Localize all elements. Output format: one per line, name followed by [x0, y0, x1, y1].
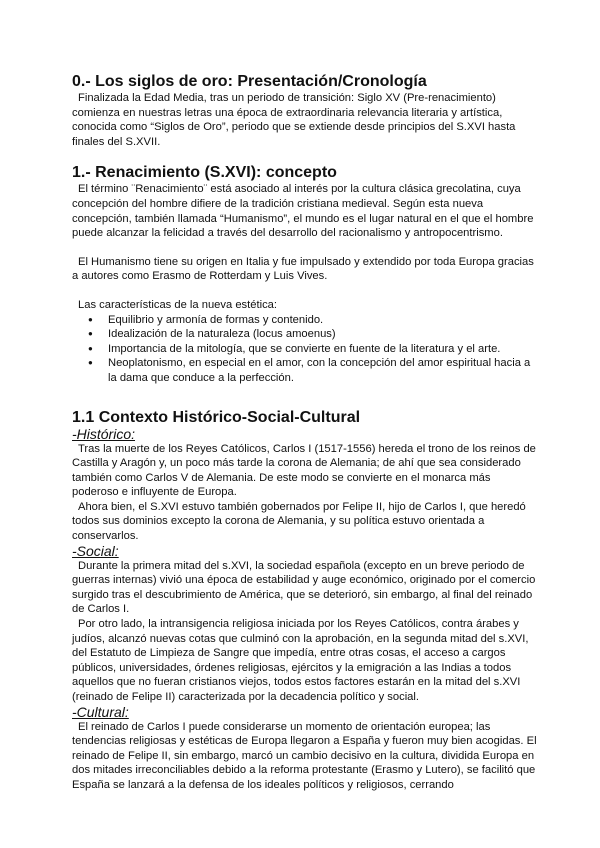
section-1-title: 1.- Renacimiento (S.XVI): concepto	[72, 164, 337, 182]
historico-paragraph-1: Tras la muerte de los Reyes Católicos, Carlos I (1517-1556) hereda el trono de los reinos de Castilla y Aragón y, un poco más tarde la corona de Alemania; de ahí que sea considerado también como Carlos V de Alemania. De este modo se convierte en el monarca más poderoso e influyente de Europa.	[72, 442, 536, 499]
list-item: ● Neoplatonismo, en especial en el amor, con la concepción del amor espiritual hacia a la dama que conduce a la perfección.	[106, 356, 540, 385]
list-item: ● Importancia de la mitología, que se convierte en fuente de la literatura y el arte.	[106, 342, 540, 357]
social-subheading: -Social:	[72, 542, 119, 559]
section-2	[72, 408, 540, 793]
characteristics-list	[72, 313, 540, 386]
section-0	[72, 72, 540, 149]
section-0-title: 0.- Los siglos de oro: Presentación/Cronología	[72, 73, 427, 90]
section-1	[72, 163, 540, 385]
historico-paragraph-2: Ahora bien, el S.XVI estuvo también gobernados por Felipe II, hijo de Carlos I, que heredó todos sus dominios excepto la corona de Alemania, y su política estuvo orientada a conservarlos.	[72, 500, 526, 543]
historico-subheading: -Histórico:	[72, 425, 136, 442]
cultural-subheading: -Cultural:	[72, 703, 129, 720]
section-2-title: 1.1 Contexto Histórico-Social-Cultural	[72, 408, 361, 426]
section-1-paragraph-1: El término ¨Renacimiento¨ está asociado al interés por la cultura clásica grecolatina, cuya concepción del hombre difiere de la tradición cristiana medieval. Según esta nueva concepción, también llamada “Humanismo”, el mundo es el lugar natural en el que el hombre puede alcanzar la felicidad a través del desarrollo del racionalismo y antropocentrismo.	[72, 183, 534, 240]
section-0-paragraph: Finalizada la Edad Media, tras un periodo de transición: Siglo XV (Pre-renacimiento) comienza en nuestras letras una época de extraordinaria relevancia literaria y artística, conocida como “Siglos de Oro”, periodo que se extiende desde principios del S.XVI hasta finales del S.XVII.	[72, 92, 516, 148]
section-1-paragraph-2: El Humanismo tiene su origen en Italia y fue impulsado y extendido por toda Europa gracias a autores como Erasmo de Rotterdam y Luis Vives.	[72, 255, 534, 283]
section-1-paragraph-3: Las características de la nueva estética:	[78, 298, 277, 311]
list-item: ● Idealización de la naturaleza (locus amoenus)	[106, 327, 540, 342]
social-paragraph-2: Por otro lado, la intransigencia religiosa iniciada por los Reyes Católicos, contra árabes y judíos, alcanzó nuevas cotas que culminó con la aprobación, en la segunda mitad del s.XVI, del Estatuto de Limpieza de Sangre que impedía, entre otras cosas, el acceso a cargos públicos, universidades, órdenes religiosas, ejércitos y la emigración a las Indias a todos aquellos que no fueran cristianos viejos, todos estos factores estarán en la mitad del s.XVI (reinado de Felipe II) caracterizada por la decadencia político y social.	[72, 618, 529, 703]
social-paragraph-1: Durante la primera mitad del s.XVI, la sociedad española (excepto en un breve periodo de guerras internas) vivió una época de estabilidad y auge económico, originado por el comercio surgido tras el descubrimiento de América, que se deterioró, sin embargo, al final del reinado de Carlos I.	[72, 559, 536, 616]
cultural-paragraph-1: El reinado de Carlos I puede considerarse un momento de orientación europea; las tendencias religiosas y estéticas de Europa llegaron a España y fueron muy bien acogidas. El reinado de Felipe II, sin embargo, marcó un cambio decisivo en la cultura, dividida Europa en dos mitades irreconciliables debido a la reforma protestante (Erasmo y Lutero), se facilitó que España se lanzará a la defensa de los ideales políticos y religiosos, cerrando	[72, 720, 537, 791]
list-item: ● Equilibrio y armonía de formas y contenido.	[106, 313, 540, 328]
